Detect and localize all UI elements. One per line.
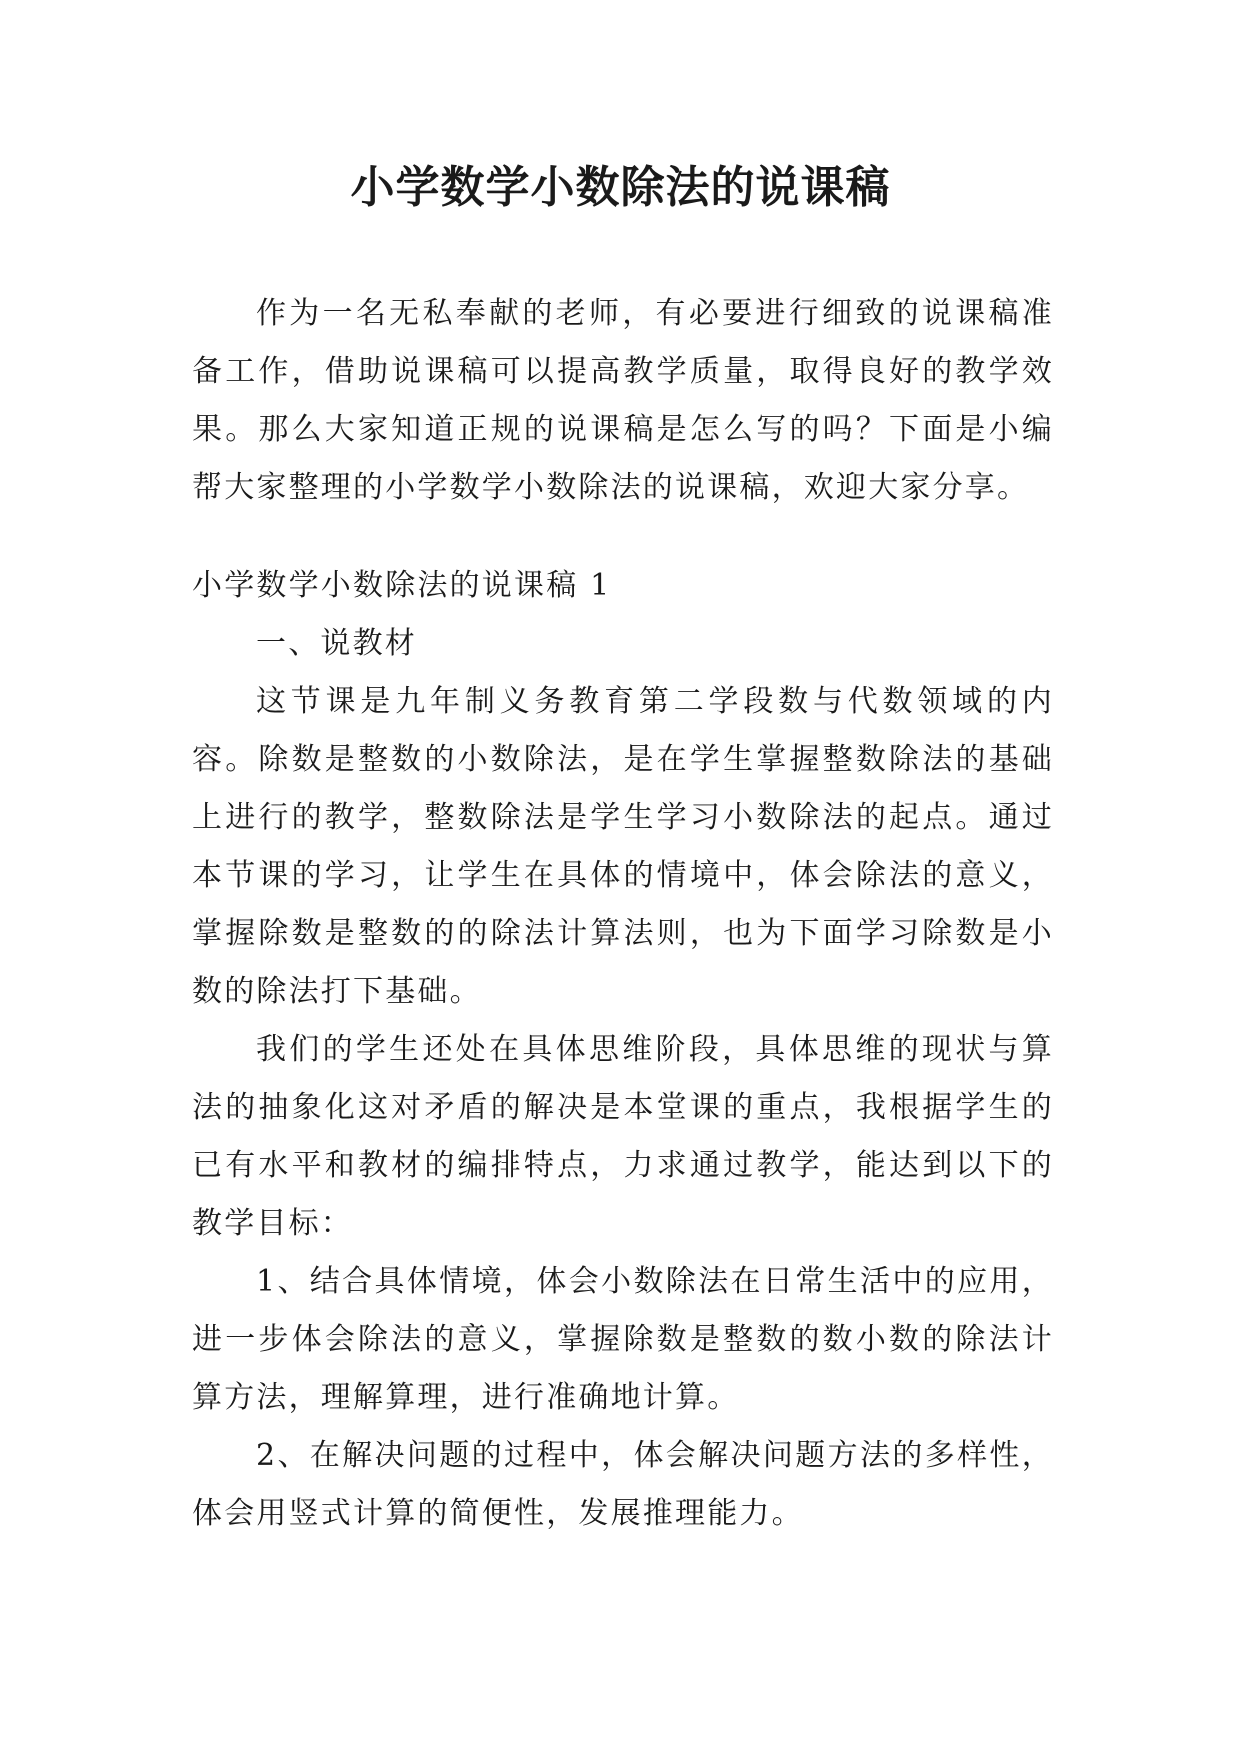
intro-paragraph: 作为一名无私奉献的老师，有必要进行细致的说课稿准备工作，借助说课稿可以提高教学质量，取得良好的教学效果。那么大家知道正规的说课稿是怎么写的吗？下面是小编帮大家整理的小学数学小数除法的说课稿，欢迎大家分享。 — [192, 296, 1054, 505]
spacer — [192, 517, 1054, 557]
body-paragraph: 1、结合具体情境，体会小数除法在日常生活中的应用，进一步体会除法的意义，掌握除数是整数的数小数的除法计算方法，理解算理，进行准确地计算。 — [192, 1264, 1054, 1415]
document-body — [192, 285, 1054, 1543]
body-paragraph: 这节课是九年制义务教育第二学段数与代数领域的内容。除数是整数的小数除法，是在学生掌握整数除法的基础上进行的教学，整数除法是学生学习小数除法的起点。通过本节课的学习，让学生在具体的情境中，体会除法的意义，掌握除数是整数的的除法计算法则，也为下面学习除数是小数的除法打下基础。 — [192, 684, 1054, 1009]
section-title: 小学数学小数除法的说课稿 1 — [192, 568, 612, 603]
body-paragraph: 我们的学生还处在具体思维阶段，具体思维的现状与算法的抽象化这对矛盾的解决是本堂课的重点，我根据学生的已有水平和教材的编排特点，力求通过教学，能达到以下的教学目标： — [192, 1032, 1054, 1241]
body-paragraph: 2、在解决问题的过程中，体会解决问题方法的多样性，体会用竖式计算的简便性，发展推理能力。 — [192, 1438, 1054, 1531]
document-title: 小学数学小数除法的说课稿 — [350, 162, 891, 213]
section-heading: 一、说教材 — [256, 626, 417, 661]
